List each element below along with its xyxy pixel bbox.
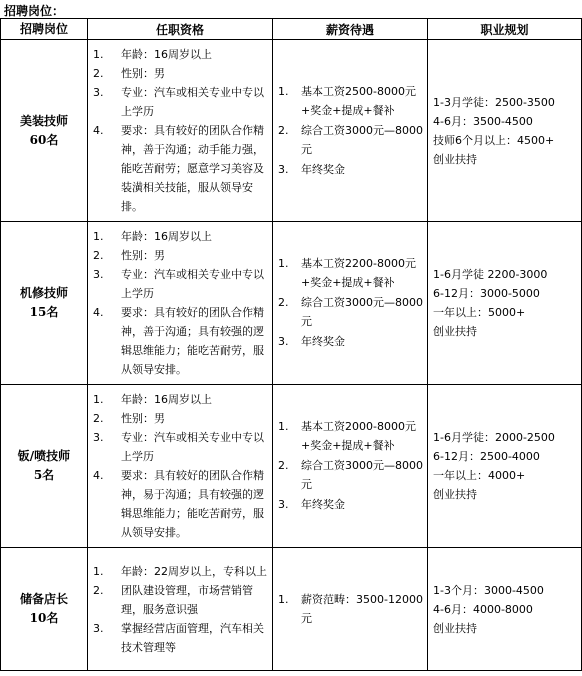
career-line: 4-6月：3500-4500 — [433, 114, 533, 128]
item-number: 1. — [278, 257, 289, 270]
career-line: 创业扶持 — [433, 621, 477, 635]
item-text: 基本工资2200-8000元+奖金+提成+餐补 — [301, 257, 416, 289]
table-row — [1, 222, 582, 385]
list-item — [273, 160, 427, 179]
list-item — [88, 265, 272, 303]
item-number: 3. — [93, 86, 104, 99]
item-number: 3. — [278, 162, 289, 176]
item-number: 3. — [93, 431, 104, 444]
table-row — [1, 40, 582, 222]
item-text: 专业：汽车或相关专业中专以上学历 — [121, 431, 264, 463]
salary-list — [273, 254, 427, 351]
list-item — [88, 428, 272, 466]
position-cell — [1, 385, 88, 548]
list-item — [88, 466, 272, 542]
position-count: 15名 — [29, 305, 59, 319]
item-text: 专业：汽车或相关专业中专以上学历 — [121, 86, 264, 118]
item-number: 1. — [93, 48, 104, 61]
position-cell — [1, 548, 88, 671]
item-number: 3. — [278, 335, 289, 348]
career-list — [428, 93, 581, 169]
salary-cell — [273, 385, 428, 548]
position-cell — [1, 222, 88, 385]
item-number: 2. — [278, 296, 289, 309]
item-text: 要求：具有较好的团队合作精神，易于沟通；具有较强的逻辑思维能力；能吃苦耐劳，服从领导安排。 — [121, 469, 264, 539]
position-name: 储备店长 — [19, 592, 68, 606]
career-line: 一年以上：5000+ — [433, 306, 526, 319]
item-number: 4. — [93, 469, 104, 482]
item-number: 3. — [93, 621, 104, 635]
position-count: 10名 — [29, 611, 59, 625]
item-number: 2. — [278, 459, 289, 472]
position-count: 5名 — [33, 468, 55, 482]
list-item — [88, 562, 272, 581]
item-number: 2. — [93, 583, 104, 597]
list-item — [273, 417, 427, 455]
item-number: 2. — [93, 249, 104, 262]
item-text: 性别：男 — [121, 249, 165, 262]
header-position: 招聘岗位 — [1, 19, 88, 40]
table-header-row — [1, 19, 582, 40]
item-number: 1. — [93, 230, 104, 243]
list-item — [88, 227, 272, 246]
career-line: 6-12月：3000-5000 — [433, 287, 540, 300]
career-list — [428, 265, 581, 341]
position-count: 60名 — [29, 132, 59, 147]
item-text: 综合工资3000元—8000元 — [301, 296, 423, 328]
list-item — [88, 45, 272, 64]
career-line: 4-6月：4000-8000 — [433, 602, 533, 616]
table-row — [1, 385, 582, 548]
list-item — [88, 83, 272, 121]
item-text: 性别：男 — [121, 67, 165, 80]
item-text: 团队建设管理，市场营销管理，服务意识强 — [121, 583, 253, 616]
qualifications-list — [88, 562, 272, 657]
list-item — [273, 293, 427, 331]
header-salary: 薪资待遇 — [273, 19, 428, 40]
qualifications-cell — [88, 548, 273, 671]
salary-cell — [273, 222, 428, 385]
item-text: 年龄：22周岁以上，专科以上 — [121, 564, 267, 578]
salary-list — [273, 590, 427, 628]
career-cell — [428, 385, 582, 548]
list-item — [273, 332, 427, 351]
list-item — [88, 121, 272, 216]
item-number: 2. — [93, 412, 104, 425]
career-line: 1-3月学徒：2500-3500 — [433, 95, 555, 109]
qualifications-list — [88, 227, 272, 379]
item-text: 年龄：16周岁以上 — [121, 230, 212, 243]
item-text: 年终奖金 — [301, 335, 345, 348]
item-text: 年终奖金 — [301, 162, 345, 176]
header-career: 职业规划 — [428, 19, 582, 40]
item-text: 年终奖金 — [301, 498, 345, 511]
career-line: 1-6月学徒：2000-2500 — [433, 431, 555, 444]
item-number: 1. — [278, 420, 289, 433]
item-text: 性别：男 — [121, 412, 165, 425]
qualifications-cell — [88, 385, 273, 548]
item-number: 2. — [278, 123, 289, 137]
list-item — [88, 390, 272, 409]
career-line: 1-6月学徒 2200-3000 — [433, 268, 548, 281]
career-list — [428, 428, 581, 504]
list-item — [88, 581, 272, 619]
career-line: 6-12月：2500-4000 — [433, 450, 540, 463]
career-line: 创业扶持 — [433, 152, 477, 166]
career-line: 创业扶持 — [433, 488, 477, 501]
career-line: 创业扶持 — [433, 325, 477, 338]
item-text: 综合工资3000元—8000元 — [301, 459, 423, 491]
qualifications-list — [88, 45, 272, 216]
list-item — [88, 246, 272, 265]
item-text: 要求：具有较好的团队合作精神，善于沟通；动手能力强，能吃苦耐劳；愿意学习美容及装潢相关技能，服从领导安排。 — [121, 124, 264, 213]
career-cell — [428, 548, 582, 671]
item-number: 1. — [278, 592, 289, 606]
item-text: 掌握经营店面管理，汽车相关技术管理等 — [121, 621, 264, 654]
salary-list — [273, 417, 427, 514]
position-cell — [1, 40, 88, 222]
list-item — [273, 121, 427, 159]
item-number: 4. — [93, 306, 104, 319]
qualifications-cell — [88, 40, 273, 222]
header-qualifications: 任职资格 — [88, 19, 273, 40]
page-title: 招聘岗位： — [4, 4, 65, 18]
career-line: 技师6个月以上：4500+ — [433, 133, 555, 147]
item-number: 4. — [93, 124, 104, 137]
item-text: 薪资范畴：3500-12000元 — [301, 592, 423, 625]
list-item — [88, 64, 272, 83]
salary-cell — [273, 40, 428, 222]
career-line: 1-3个月：3000-4500 — [433, 583, 544, 597]
salary-cell — [273, 548, 428, 671]
list-item — [273, 590, 427, 628]
career-list — [428, 581, 581, 638]
career-cell — [428, 222, 582, 385]
item-number: 3. — [278, 498, 289, 511]
career-cell — [428, 40, 582, 222]
item-text: 专业：汽车或相关专业中专以上学历 — [121, 268, 264, 300]
list-item — [273, 495, 427, 514]
item-number: 2. — [93, 67, 104, 80]
item-text: 综合工资3000元—8000元 — [301, 123, 423, 156]
qualifications-list — [88, 390, 272, 542]
item-text: 年龄：16周岁以上 — [121, 48, 212, 61]
item-number: 1. — [93, 564, 104, 578]
item-number: 1. — [93, 393, 104, 406]
career-line: 一年以上：4000+ — [433, 469, 526, 482]
item-number: 3. — [93, 268, 104, 281]
item-text: 基本工资2500-8000元+奖金+提成+餐补 — [301, 84, 416, 117]
position-name: 钣/喷技师 — [17, 449, 71, 463]
position-name: 美装技师 — [19, 113, 68, 128]
item-text: 要求：具有较好的团队合作精神，善于沟通；具有较强的逻辑思维能力；能吃苦耐劳，服从领导安排。 — [121, 306, 264, 376]
list-item — [273, 254, 427, 292]
item-text: 基本工资2000-8000元+奖金+提成+餐补 — [301, 420, 416, 452]
list-item — [273, 456, 427, 494]
item-text: 年龄：16周岁以上 — [121, 393, 212, 406]
salary-list — [273, 82, 427, 179]
list-item — [273, 82, 427, 120]
table-row — [1, 548, 582, 671]
qualifications-cell — [88, 222, 273, 385]
list-item — [88, 619, 272, 657]
position-name: 机修技师 — [19, 286, 68, 300]
list-item — [88, 409, 272, 428]
list-item — [88, 303, 272, 379]
item-number: 1. — [278, 84, 289, 98]
recruitment-table — [0, 18, 582, 671]
